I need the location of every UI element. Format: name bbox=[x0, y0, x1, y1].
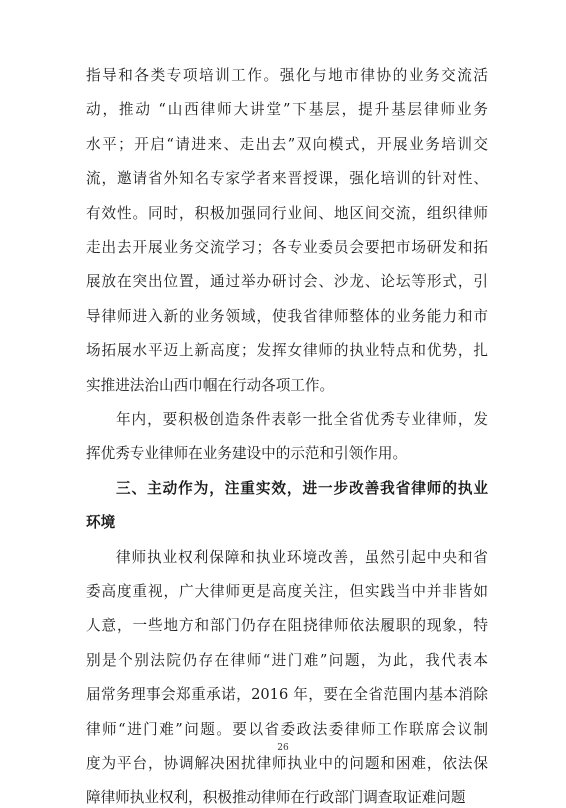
text-line: 导律师进入新的业务领域，使我省律师整体的业务能力和市 bbox=[86, 308, 488, 325]
text-line: 走出去开展业务交流学习；各专业委员会要把市场研发和拓 bbox=[86, 239, 488, 256]
text-line: 届常务理事会郑重承诺，2016 年，要在全省范围内基本消除 bbox=[86, 686, 488, 703]
heading-line: 三、主动作为，注重实效，进一步改善我省律师的执业 bbox=[116, 480, 488, 497]
text-line: 展放在突出位置，通过举办研讨会、沙龙、论坛等形式，引 bbox=[86, 273, 488, 290]
text-line: 律师“进门难”问题。要以省委政法委律师工作联席会议制 bbox=[86, 721, 488, 738]
text-line: 场拓展水平迈上新高度；发挥女律师的执业特点和优势，扎 bbox=[86, 342, 488, 359]
text-line: 有效性。同时，积极加强同行业间、地区间交流，组织律师 bbox=[86, 205, 488, 222]
text-line: 度为平台，协调解决困扰律师执业中的问题和困难，依法保 bbox=[86, 755, 488, 772]
page-number: 26 bbox=[277, 743, 289, 753]
text-line: 年内，要积极创造条件表彰一批全省优秀专业律师，发 bbox=[116, 411, 488, 428]
text-line: 流，邀请省外知名专家学者来晋授课，强化培训的针对性、 bbox=[86, 170, 488, 187]
text-line: 挥优秀专业律师在业务建设中的示范和引领作用。 bbox=[86, 445, 408, 462]
text-line: 水平；开启“请进来、走出去”双向模式，开展业务培训交 bbox=[86, 136, 488, 153]
heading-line: 环境 bbox=[86, 514, 116, 531]
text-line: 人意，一些地方和部门仍存在阻挠律师依法履职的现象，特 bbox=[86, 617, 488, 634]
text-line: 别是个别法院仍存在律师“进门难”问题，为此，我代表本 bbox=[86, 652, 488, 669]
text-line: 动，推动 “山西律师大讲堂”下基层，提升基层律师业务 bbox=[86, 101, 488, 118]
text-line: 委高度重视，广大律师更是高度关注，但实践当中并非皆如 bbox=[86, 583, 488, 600]
text-line: 障律师执业权利，积极推动律师在行政部门调查取证难问题 bbox=[86, 789, 466, 806]
text-line: 律师执业权利保障和执业环境改善，虽然引起中央和省 bbox=[116, 549, 488, 566]
text-line: 实推进法治山西巾帼在行动各项工作。 bbox=[86, 377, 335, 394]
text-line: 指导和各类专项培训工作。强化与地市律协的业务交流活 bbox=[86, 67, 488, 84]
